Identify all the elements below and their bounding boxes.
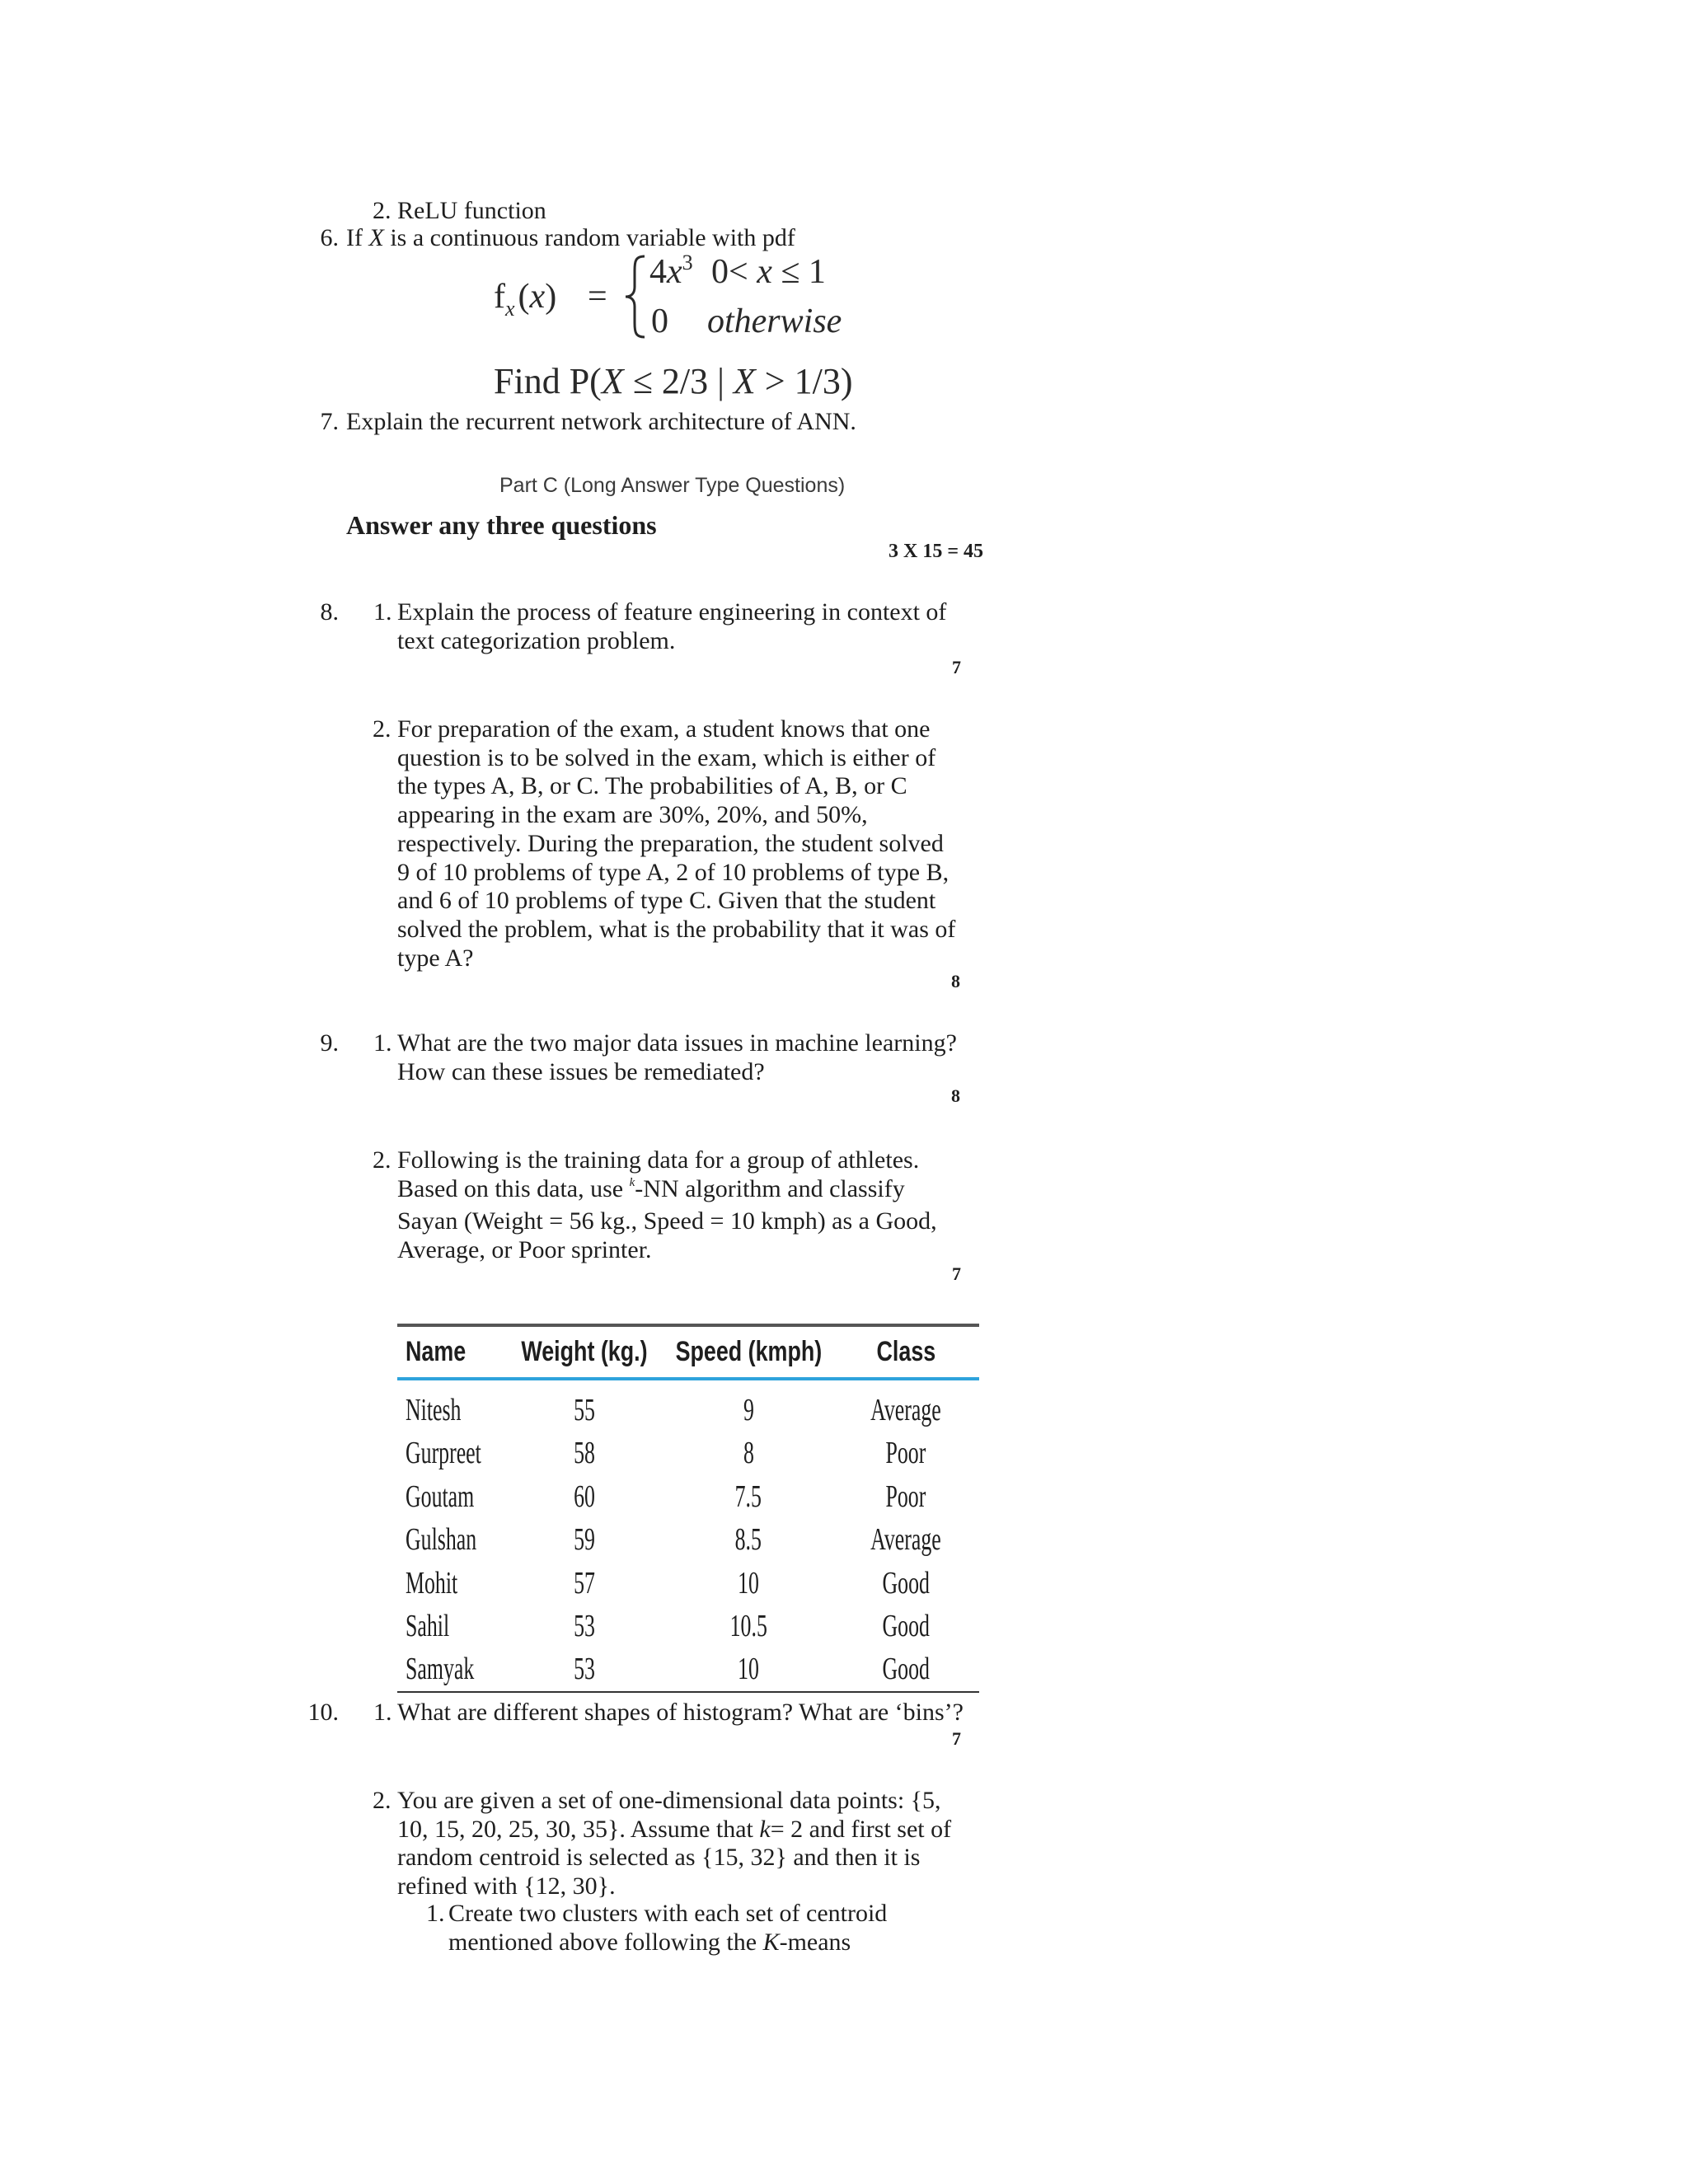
table-row <box>397 1475 979 1518</box>
question-number-7: 7. <box>320 408 339 435</box>
table-cell-name <box>406 1389 487 1432</box>
cell-text: 57 <box>574 1565 595 1601</box>
question-number-8: 8. <box>320 598 339 626</box>
question-10-part-2-text-b: = 2 and first set of random centroid is selected as {15, 32} and then it is refined with {12, 30}. <box>397 1815 952 1900</box>
sub-question-number: 2. <box>373 1787 392 1814</box>
table-header-class-label: Class <box>876 1336 935 1367</box>
question-10-part-2-text <box>397 1787 951 1901</box>
cell-text: 10.5 <box>729 1608 767 1643</box>
pdf-case1-condition-b: ≤ 1 <box>771 253 826 291</box>
question-10-part-2-text-a: You are given a set of one-dimensional data points: {5, 10, 15, 20, 25, 30, 35}. Assume that <box>397 1787 941 1843</box>
table-cell-class <box>799 1562 1013 1605</box>
question-9-part-1-marks: 8 <box>951 1085 960 1106</box>
table-header-class <box>799 1327 1013 1377</box>
question-9-part-2-text-a: Following is the training data for a group of athletes. Based on this data, use <box>397 1146 920 1202</box>
question-9-part-2-text-b: -NN algorithm and classify Sayan (Weight = 56 kg., Speed = 10 kmph) as a Good, Average, or Poor sprinter. <box>397 1174 937 1264</box>
cell-text: Gurpreet <box>406 1436 481 1471</box>
find-text-c: > 1/3) <box>755 361 853 401</box>
cell-text: 10 <box>738 1565 759 1601</box>
table-body <box>397 1380 979 1693</box>
question-9-part-2-marks: 7 <box>952 1263 961 1284</box>
sub-question-number: 2. <box>373 715 392 743</box>
cell-text: Good <box>882 1565 930 1601</box>
pdf-case1-expression <box>649 252 693 296</box>
table-cell-class <box>799 1605 1013 1647</box>
table-cell-class <box>799 1432 1013 1474</box>
question-9-part-2-text <box>397 1146 937 1265</box>
cell-text: 58 <box>574 1436 595 1471</box>
variable-x: X <box>368 224 384 251</box>
relu-function-item: ReLU function <box>397 197 546 224</box>
cell-text: Samyak <box>406 1652 475 1687</box>
question-7-text: Explain the recurrent network architecture of ANN. <box>346 408 856 435</box>
question-9-part-1-text: What are the two major data issues in machine learning? How can these issues be remediated? <box>397 1029 957 1085</box>
left-brace-icon <box>623 254 648 340</box>
sub-question-number: 2. <box>373 1146 392 1174</box>
cell-text: 55 <box>574 1393 595 1427</box>
cell-text: 8 <box>743 1436 754 1471</box>
pdf-equals-sign: = <box>588 278 607 316</box>
pdf-case1-condition-variable: x <box>757 253 772 291</box>
table-row <box>397 1647 979 1690</box>
question-number-10: 10. <box>307 1699 339 1726</box>
pdf-close-paren: ) <box>545 278 557 316</box>
sub-1-text-b: -means <box>779 1928 851 1956</box>
pdf-case1-condition <box>711 252 826 292</box>
cell-text: 59 <box>574 1522 595 1558</box>
cell-text: Good <box>882 1608 930 1643</box>
table-header-weight-label: Weight (kg.) <box>521 1336 648 1367</box>
pdf-case1-variable: x <box>667 253 682 291</box>
cell-text: 9 <box>743 1393 754 1427</box>
find-probability <box>494 360 853 403</box>
table-cell-name <box>406 1605 470 1647</box>
knn-k-symbol: k <box>629 1175 635 1189</box>
find-variable-2: X <box>733 361 756 401</box>
table-row <box>397 1605 979 1647</box>
list-number: 2. <box>373 197 392 224</box>
table-row <box>397 1389 979 1432</box>
pdf-case1-exponent: 3 <box>682 251 693 274</box>
cell-text: 8.5 <box>734 1522 762 1558</box>
pdf-open-paren: ( <box>518 278 530 316</box>
table-cell-class <box>799 1647 1013 1690</box>
sub-1-text-a: Create two clusters with each set of centroid mentioned above following the <box>448 1900 888 1956</box>
question-8-part-2-text: For preparation of the exam, a student knows that one question is to be solved in the exam, which is either of the types A, B, or C. The probabilities of A, B, or C appearing in the exam are 30%, 20%, and 50%, respectively. During the preparation, the student solved 9 of 10 problems of type A, 2 of 10 problems of type B, and 6 of 10 problems of type C. Given that the student solved the problem, what is the probability that it was of type A? <box>397 715 956 972</box>
sub-question-number: 1. <box>373 598 392 626</box>
cell-text: Nitesh <box>406 1393 462 1427</box>
question-8-part-1-text: Explain the process of feature engineering in context of text categorization problem. <box>397 598 947 654</box>
cell-text: Goutam <box>406 1479 475 1514</box>
question-8-part-2-marks: 8 <box>951 971 960 991</box>
question-number-6: 6. <box>320 224 339 251</box>
question-8-part-1-marks: 7 <box>952 657 961 677</box>
part-c-heading: Part C (Long Answer Type Questions) <box>499 474 846 497</box>
cell-text: Average <box>870 1522 941 1558</box>
question-6-text-a: If <box>346 224 369 251</box>
nested-item-number: 1. <box>426 1900 445 1927</box>
pdf-case2-condition: otherwise <box>707 302 842 340</box>
question-10-part-1-marks: 7 <box>952 1728 961 1749</box>
part-c-instruction: Answer any three questions <box>346 510 657 540</box>
table-cell-class <box>799 1475 1013 1518</box>
table-row <box>397 1518 979 1561</box>
find-variable-1: X <box>601 361 624 401</box>
part-c-total-marks: 3 X 15 = 45 <box>888 541 983 562</box>
cell-text: 53 <box>574 1608 595 1643</box>
cell-text: Poor <box>885 1479 926 1514</box>
pdf-subscript-x: x <box>505 297 515 321</box>
table-cell-class <box>799 1518 1013 1561</box>
question-number-9: 9. <box>320 1029 339 1057</box>
table-cell-class <box>799 1389 1013 1432</box>
cell-text: Sahil <box>406 1608 450 1643</box>
cell-text: Good <box>882 1652 930 1687</box>
table-header-row <box>397 1327 979 1380</box>
cell-text: Mohit <box>406 1565 458 1601</box>
pdf-argument-x: x <box>529 278 546 316</box>
table-row <box>397 1432 979 1474</box>
table-row <box>397 1562 979 1605</box>
sub-question-number: 1. <box>373 1029 392 1057</box>
pdf-case1-condition-a: 0< <box>711 253 757 291</box>
cell-text: 7.5 <box>734 1479 762 1514</box>
pdf-case2-value: 0 <box>651 302 668 340</box>
table-header-name-label: Name <box>406 1336 467 1367</box>
cell-text: Gulshan <box>406 1522 477 1558</box>
table-cell-name <box>406 1562 482 1605</box>
sub-question-number: 1. <box>373 1699 392 1726</box>
question-6-text-b: is a continuous random variable with pdf <box>383 224 795 251</box>
table-header-speed-label: Speed (kmph) <box>675 1336 822 1367</box>
question-6-text <box>346 224 795 253</box>
question-10-part-1-text: What are different shapes of histogram? What are ‘bins’? <box>397 1699 964 1726</box>
cell-text: 10 <box>738 1652 759 1687</box>
variable-k: k <box>759 1815 771 1843</box>
variable-K: K <box>762 1928 780 1956</box>
cell-text: Average <box>870 1393 941 1427</box>
pdf-lhs <box>494 277 556 321</box>
question-10-part-2-sub-1-text <box>448 1900 887 1957</box>
find-text-b: ≤ 2/3 | <box>623 361 734 401</box>
pdf-function-f: f <box>494 278 505 316</box>
cell-text: 60 <box>574 1479 595 1514</box>
find-text-a: Find P( <box>494 361 602 401</box>
cell-text: Poor <box>885 1436 926 1471</box>
table-header-name <box>406 1327 482 1377</box>
cell-text: 53 <box>574 1652 595 1687</box>
pdf-case1-coefficient: 4 <box>649 253 667 291</box>
athletes-table <box>397 1324 979 1693</box>
